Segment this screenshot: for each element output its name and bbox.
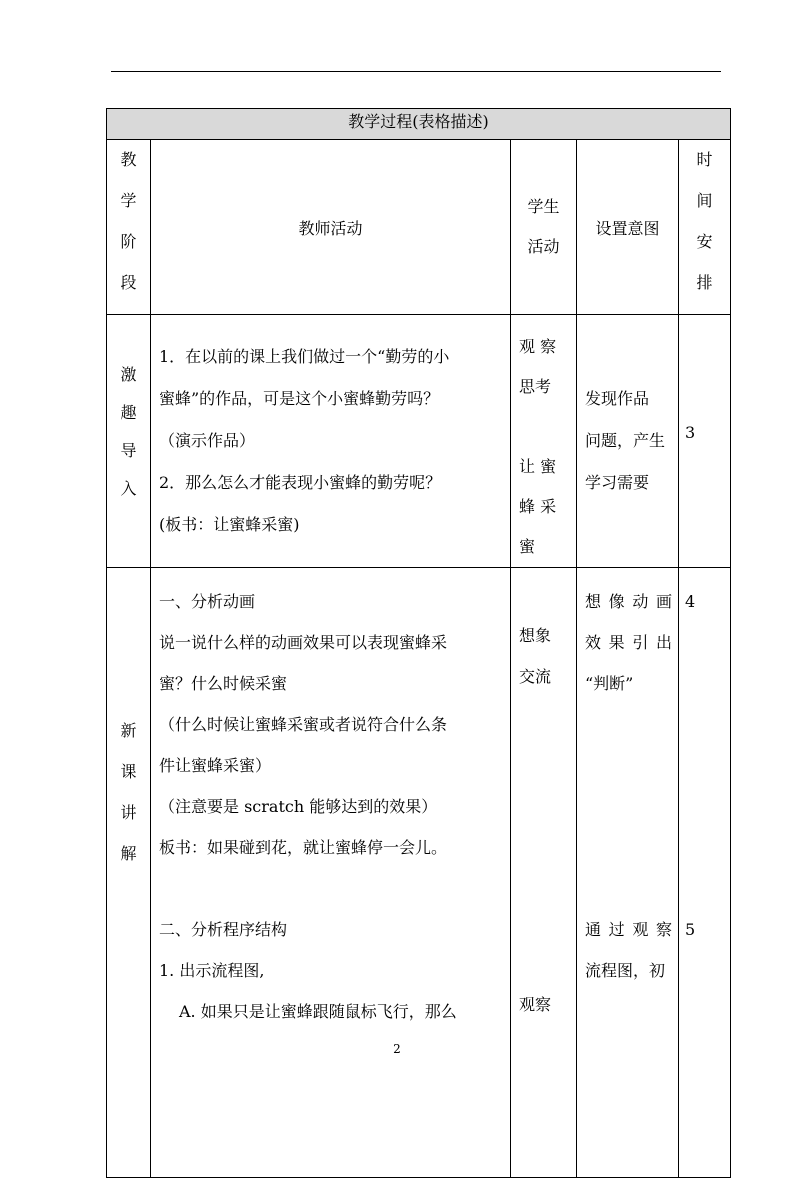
header-time-char: 间	[696, 191, 713, 210]
row1-student-activity	[511, 315, 577, 568]
header-stage-char: 教	[120, 150, 137, 169]
row2-stage-char: 解	[120, 844, 137, 863]
header-time-char: 排	[696, 273, 713, 292]
row2-intent-line	[585, 704, 672, 745]
header-stage-char: 学	[120, 191, 137, 210]
row2-stage	[107, 568, 151, 1178]
row1-student-line: 观 察	[519, 337, 557, 356]
row2-intent-line: 想像动画	[585, 592, 672, 611]
row2-student-line	[519, 943, 570, 984]
row1-teacher-line: 2．那么怎么才能表现小蜜蜂的勤劳呢？	[159, 473, 442, 492]
row2-intent-line	[585, 868, 672, 909]
row2-time-line: 4	[685, 592, 696, 611]
row2-intent-line: 通过观察	[585, 920, 672, 939]
header-student-line: 活动	[527, 237, 560, 256]
row2-time-line: 5	[685, 920, 696, 939]
row2-time-line	[685, 868, 730, 909]
row2-student-line	[519, 902, 570, 943]
row2-time	[679, 568, 731, 1178]
row1-stage-char: 趣	[120, 403, 137, 422]
teaching-process-table	[106, 108, 731, 1178]
row1-teacher-activity	[151, 315, 511, 568]
header-time-char: 时	[696, 150, 713, 169]
row1-intent-line: 问题，产生	[585, 431, 666, 450]
row2-time-line	[685, 663, 730, 704]
row1-student-line: 思考	[519, 377, 552, 396]
row1-intent-line: 学习需要	[585, 473, 650, 492]
header-rule	[111, 71, 721, 72]
page-number: 2	[393, 1042, 401, 1056]
row2-student-activity	[511, 568, 577, 1178]
row2-intent-line: “判断”	[585, 674, 634, 693]
row2-stage-char: 新	[120, 721, 137, 740]
row1-stage	[107, 315, 151, 568]
header-student-line: 学生	[527, 197, 560, 216]
row2-teacher-line	[159, 868, 504, 909]
row1-intent-line: 发现作品	[585, 389, 650, 408]
row2-time-line	[685, 745, 730, 786]
row2-teacher-line: 蜜？什么时候采蜜	[159, 674, 288, 693]
row2-student-line	[519, 861, 570, 902]
row2-intent-line	[585, 786, 672, 827]
row1-stage-char: 入	[120, 479, 137, 498]
row1-time: 3	[679, 315, 731, 568]
row1-teacher-line: （演示作品）	[159, 431, 256, 450]
row2-teacher-activity	[151, 568, 511, 1178]
row2-student-line	[519, 779, 570, 820]
row2-teacher-line: 1. 出示流程图,	[159, 961, 265, 980]
row1-teacher-line: 1．在以前的课上我们做过一个“勤劳的小	[159, 347, 450, 366]
row2-teacher-line: 一、分析动画	[159, 592, 256, 611]
row1-student-line: 让 蜜	[519, 457, 557, 476]
header-time-char: 安	[696, 232, 713, 251]
header-stage-char: 段	[120, 273, 137, 292]
row2-intent-line	[585, 827, 672, 868]
row2-student-line	[519, 820, 570, 861]
row2-intent-line	[585, 745, 672, 786]
header-stage-char: 阶	[120, 232, 137, 251]
row2-teacher-line: 件让蜜蜂采蜜）	[159, 756, 272, 775]
header-stage	[107, 140, 151, 315]
row1-student-line: 蜜	[519, 537, 536, 556]
row2-student-line	[519, 697, 570, 738]
row2-teacher-line: A. 如果只是让蜜蜂跟随鼠标飞行，那么	[179, 1002, 457, 1021]
row2-time-line	[685, 622, 730, 663]
row2-stage-char: 讲	[120, 803, 137, 822]
row2-time-line	[685, 827, 730, 868]
row1-intent	[577, 315, 679, 568]
row2-teacher-line: 二、分析程序结构	[159, 920, 288, 939]
table-title: 教学过程(表格描述)	[107, 109, 731, 140]
row2-student-line: 想象	[519, 626, 552, 645]
row2-intent	[577, 568, 679, 1178]
header-time	[679, 140, 731, 315]
row2-student-line	[519, 738, 570, 779]
row2-teacher-line: 板书：如果碰到花，就让蜜蜂停一会儿。	[159, 838, 448, 857]
row2-teacher-line: （注意要是 scratch 能够达到的效果）	[159, 797, 438, 816]
row1-stage-char: 激	[120, 365, 137, 384]
row1-teacher-line: 蜜蜂”的作品，可是这个小蜜蜂勤劳吗？	[159, 389, 440, 408]
row2-time-line	[685, 786, 730, 827]
row2-student-line: 交流	[519, 667, 552, 686]
row1-stage-char: 导	[120, 441, 137, 460]
row2-stage-char: 课	[120, 762, 137, 781]
row1-student-line	[519, 407, 570, 447]
row2-teacher-line: （什么时候让蜜蜂采蜜或者说符合什么条	[159, 715, 448, 734]
header-intent: 设置意图	[577, 140, 679, 315]
row1-student-line: 蜂 采	[519, 497, 557, 516]
row2-intent-line: 流程图，初	[585, 961, 666, 980]
header-teacher-activity: 教师活动	[151, 140, 511, 315]
row2-student-line: 观察	[519, 995, 552, 1014]
row2-intent-line: 效果引出	[585, 633, 672, 652]
header-student-activity	[511, 140, 577, 315]
row2-teacher-line: 说一说什么样的动画效果可以表现蜜蜂采	[159, 633, 448, 652]
row2-time-line	[685, 704, 730, 745]
row1-teacher-line: (板书：让蜜蜂采蜜)	[159, 515, 300, 534]
